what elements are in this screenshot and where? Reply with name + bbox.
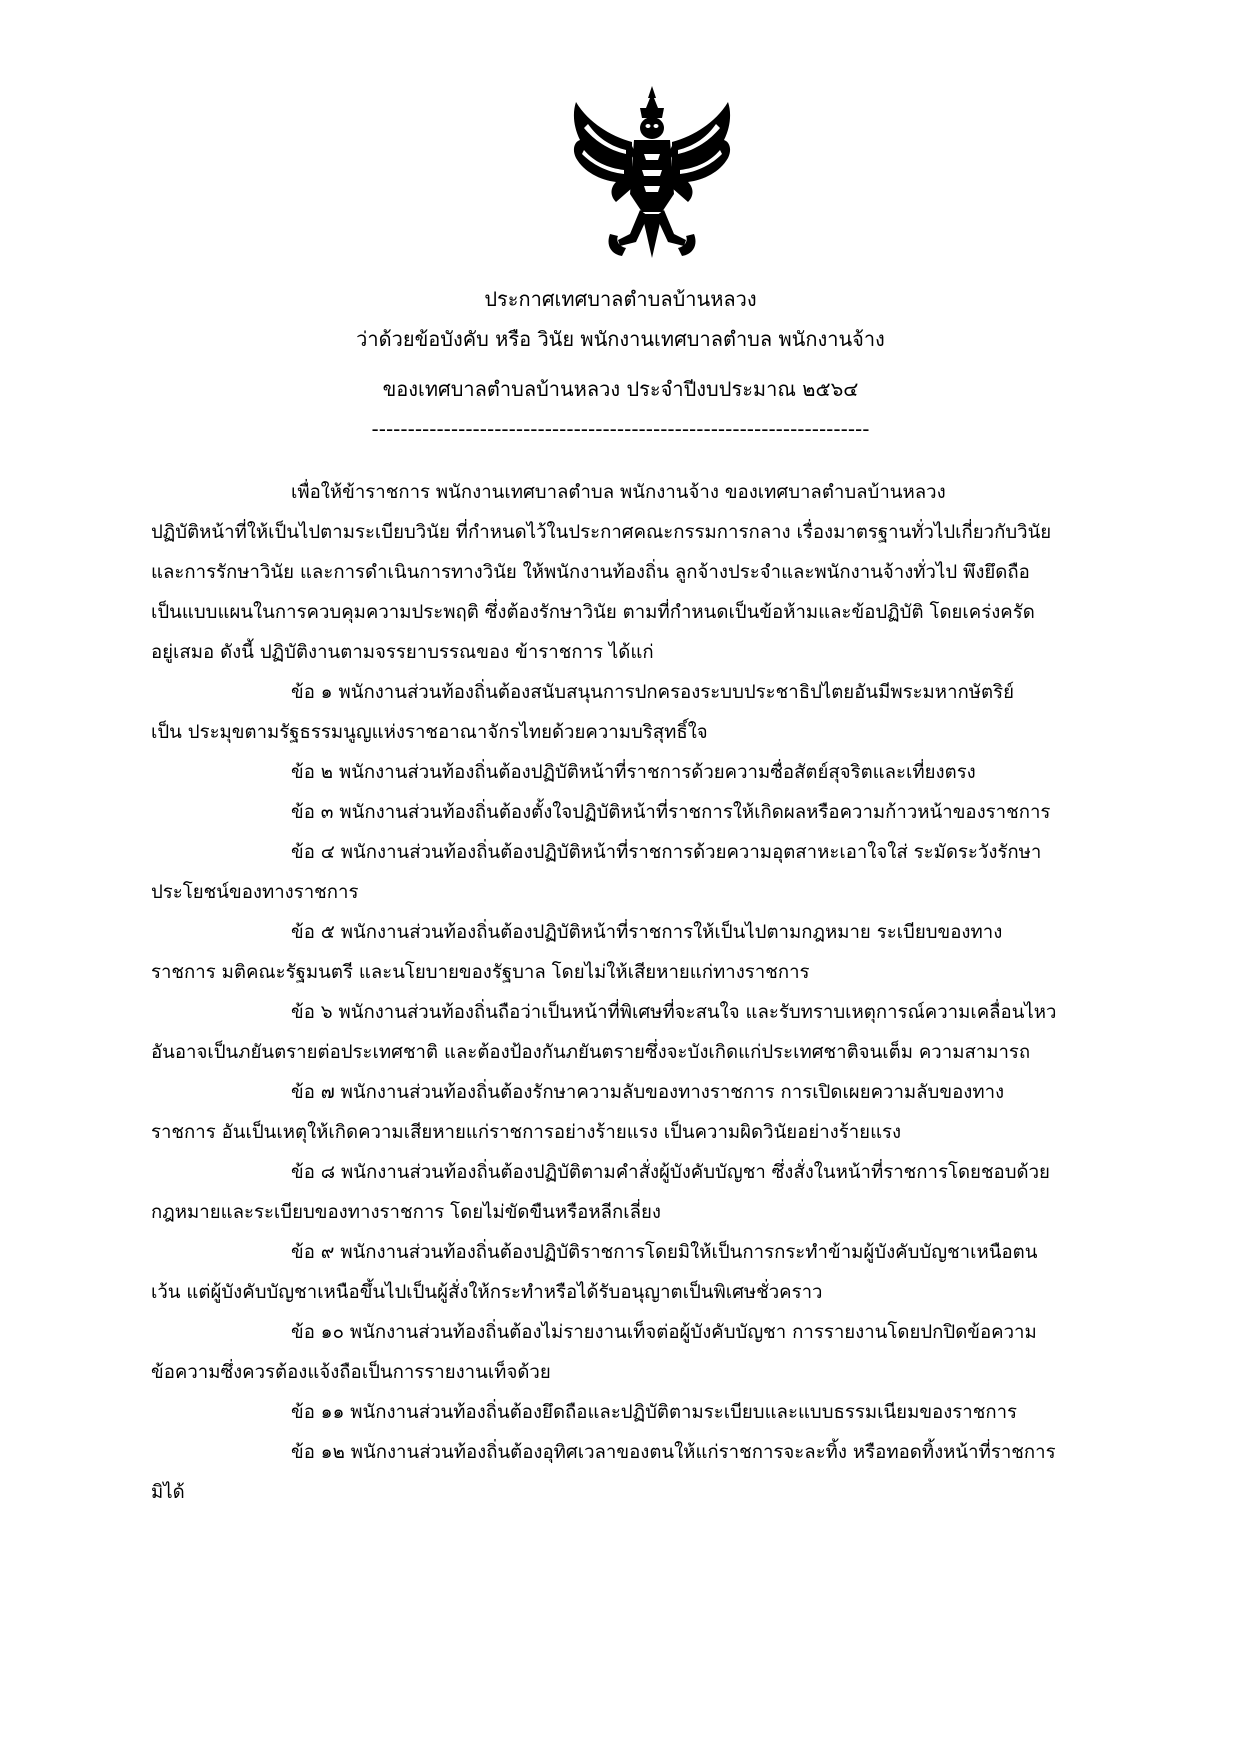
title-separator: --------------------------------------------------------------------- <box>371 417 870 441</box>
paragraph-line: ข้อ ๑๑ พนักงานส่วนท้องถิ่นต้องยึดถือและปฏิบัติตามระเบียบและแบบธรรมเนียมของราชการ <box>291 1402 1018 1423</box>
clause-paragraph <box>151 1073 1151 1153</box>
clause-paragraph <box>151 993 1151 1073</box>
clause-paragraph <box>151 1233 1151 1313</box>
paragraph-line: อยู่เสมอ ดังนี้ ปฏิบัติงานตามจรรยาบรรณของ ข้าราชการ ได้แก่ <box>151 642 654 663</box>
paragraph-line: กฎหมายและระเบียบของทางราชการ โดยไม่ขัดขืนหรือหลีกเลี่ยง <box>151 1202 661 1223</box>
paragraph-line: เพื่อให้ข้าราชการ พนักงานเทศบาลตำบล พนักงานจ้าง ของเทศบาลตำบลบ้านหลวง <box>291 482 946 503</box>
paragraph-line: ข้อความซึ่งควรต้องแจ้งถือเป็นการรายงานเท็จด้วย <box>151 1362 551 1383</box>
garuda-emblem-icon <box>570 84 734 260</box>
paragraph-line: ข้อ ๑๐ พนักงานส่วนท้องถิ่นต้องไม่รายงานเท็จต่อผู้บังคับบัญชา การรายงานโดยปกปิดข้อความ <box>291 1322 1037 1343</box>
paragraph-line: เว้น แต่ผู้บังคับบัญชาเหนือขึ้นไปเป็นผู้สั่งให้กระทำหรือได้รับอนุญาตเป็นพิเศษชั่วคราว <box>151 1282 823 1303</box>
intro-paragraph <box>151 473 1151 673</box>
paragraph-line: ข้อ ๕ พนักงานส่วนท้องถิ่นต้องปฏิบัติหน้าที่ราชการให้เป็นไปตามกฎหมาย ระเบียบของทาง <box>291 922 1003 943</box>
paragraph-line: เป็นแบบแผนในการควบคุมความประพฤติ ซึ่งต้องรักษาวินัย ตามที่กำหนดเป็นข้อห้ามและข้อปฏิบัติ โดยเคร่งครัด <box>151 602 1035 623</box>
paragraph-line: ข้อ ๙ พนักงานส่วนท้องถิ่นต้องปฏิบัติราชการโดยมิให้เป็นการกระทำข้ามผู้บังคับบัญชาเหนือตน <box>291 1242 1038 1263</box>
paragraph-line: ปฏิบัติหน้าที่ให้เป็นไปตามระเบียบวินัย ที่กำหนดไว้ในประกาศคณะกรรมการกลาง เรื่องมาตรฐานทั่วไปเกี่ยวกับวินัย <box>151 522 1052 543</box>
paragraph-line: เป็น ประมุขตามรัฐธรรมนูญแห่งราชอาณาจักรไทยด้วยความบริสุทธิ์ใจ <box>151 722 708 743</box>
clause-paragraph <box>151 753 1151 793</box>
clause-paragraph <box>151 1393 1151 1433</box>
clause-paragraph <box>151 1153 1151 1233</box>
paragraph-line: อันอาจเป็นภยันตรายต่อประเทศชาติ และต้องป้องกันภยันตรายซึ่งจะบังเกิดแก่ประเทศชาติจนเต็ม ความสามารถ <box>151 1042 1031 1063</box>
document-title: ประกาศเทศบาลตำบลบ้านหลวง <box>484 287 757 311</box>
paragraph-line: ข้อ ๖ พนักงานส่วนท้องถิ่นถือว่าเป็นหน้าที่พิเศษที่จะสนใจ และรับทราบเหตุการณ์ความเคลื่อนไหว <box>291 1002 1057 1023</box>
clause-paragraph <box>151 673 1151 753</box>
clause-paragraph <box>151 1313 1151 1393</box>
document-subject-scope: ของเทศบาลตำบลบ้านหลวง ประจำปีงบประมาณ ๒๕๖๔ <box>382 377 859 401</box>
paragraph-line: ประโยชน์ของทางราชการ <box>151 882 359 903</box>
paragraph-line: ข้อ ๘ พนักงานส่วนท้องถิ่นต้องปฏิบัติตามคำสั่งผู้บังคับบัญชา ซึ่งสั่งในหน้าที่ราชการโดยชอบด้วย <box>291 1162 1050 1183</box>
clause-paragraph <box>151 793 1151 833</box>
document-subject: ว่าด้วยข้อบังคับ หรือ วินัย พนักงานเทศบาลตำบล พนักงานจ้าง <box>356 327 885 351</box>
clause-paragraph <box>151 1433 1151 1513</box>
paragraph-line: ข้อ ๔ พนักงานส่วนท้องถิ่นต้องปฏิบัติหน้าที่ราชการด้วยความอุตสาหะเอาใจใส่ ระมัดระวังรักษา <box>291 842 1042 863</box>
paragraph-line: ข้อ ๓ พนักงานส่วนท้องถิ่นต้องตั้งใจปฏิบัติหน้าที่ราชการให้เกิดผลหรือความก้าวหน้าของราชการ <box>291 802 1051 823</box>
paragraph-line: และการรักษาวินัย และการดำเนินการทางวินัย ให้พนักงานท้องถิ่น ลูกจ้างประจำและพนักงานจ้างทั่วไป พึงยึดถือ <box>151 562 1030 583</box>
paragraph-line: ข้อ ๑๒ พนักงานส่วนท้องถิ่นต้องอุทิศเวลาของตนให้แก่ราชการจะละทิ้ง หรือทอดทิ้งหน้าที่ราชการ <box>291 1442 1056 1463</box>
paragraph-line: ข้อ ๗ พนักงานส่วนท้องถิ่นต้องรักษาความลับของทางราชการ การเปิดเผยความลับของทาง <box>291 1082 1005 1103</box>
paragraph-line: ข้อ ๑ พนักงานส่วนท้องถิ่นต้องสนับสนุนการปกครองระบบประชาธิปไตยอันมีพระมหากษัตริย์ <box>291 682 1014 703</box>
clause-paragraph <box>151 833 1151 913</box>
paragraph-line: มิได้ <box>151 1482 185 1503</box>
paragraph-line: ราชการ มติคณะรัฐมนตรี และนโยบายของรัฐบาล โดยไม่ให้เสียหายแก่ทางราชการ <box>151 962 810 983</box>
document-body <box>151 473 1151 1513</box>
paragraph-line: ข้อ ๒ พนักงานส่วนท้องถิ่นต้องปฏิบัติหน้าที่ราชการด้วยความซื่อสัตย์สุจริตและเที่ยงตรง <box>291 762 976 783</box>
paragraph-line: ราชการ อันเป็นเหตุให้เกิดความเสียหายแก่ราชการอย่างร้ายแรง เป็นความผิดวินัยอย่างร้ายแรง <box>151 1122 902 1143</box>
clause-paragraph <box>151 913 1151 993</box>
